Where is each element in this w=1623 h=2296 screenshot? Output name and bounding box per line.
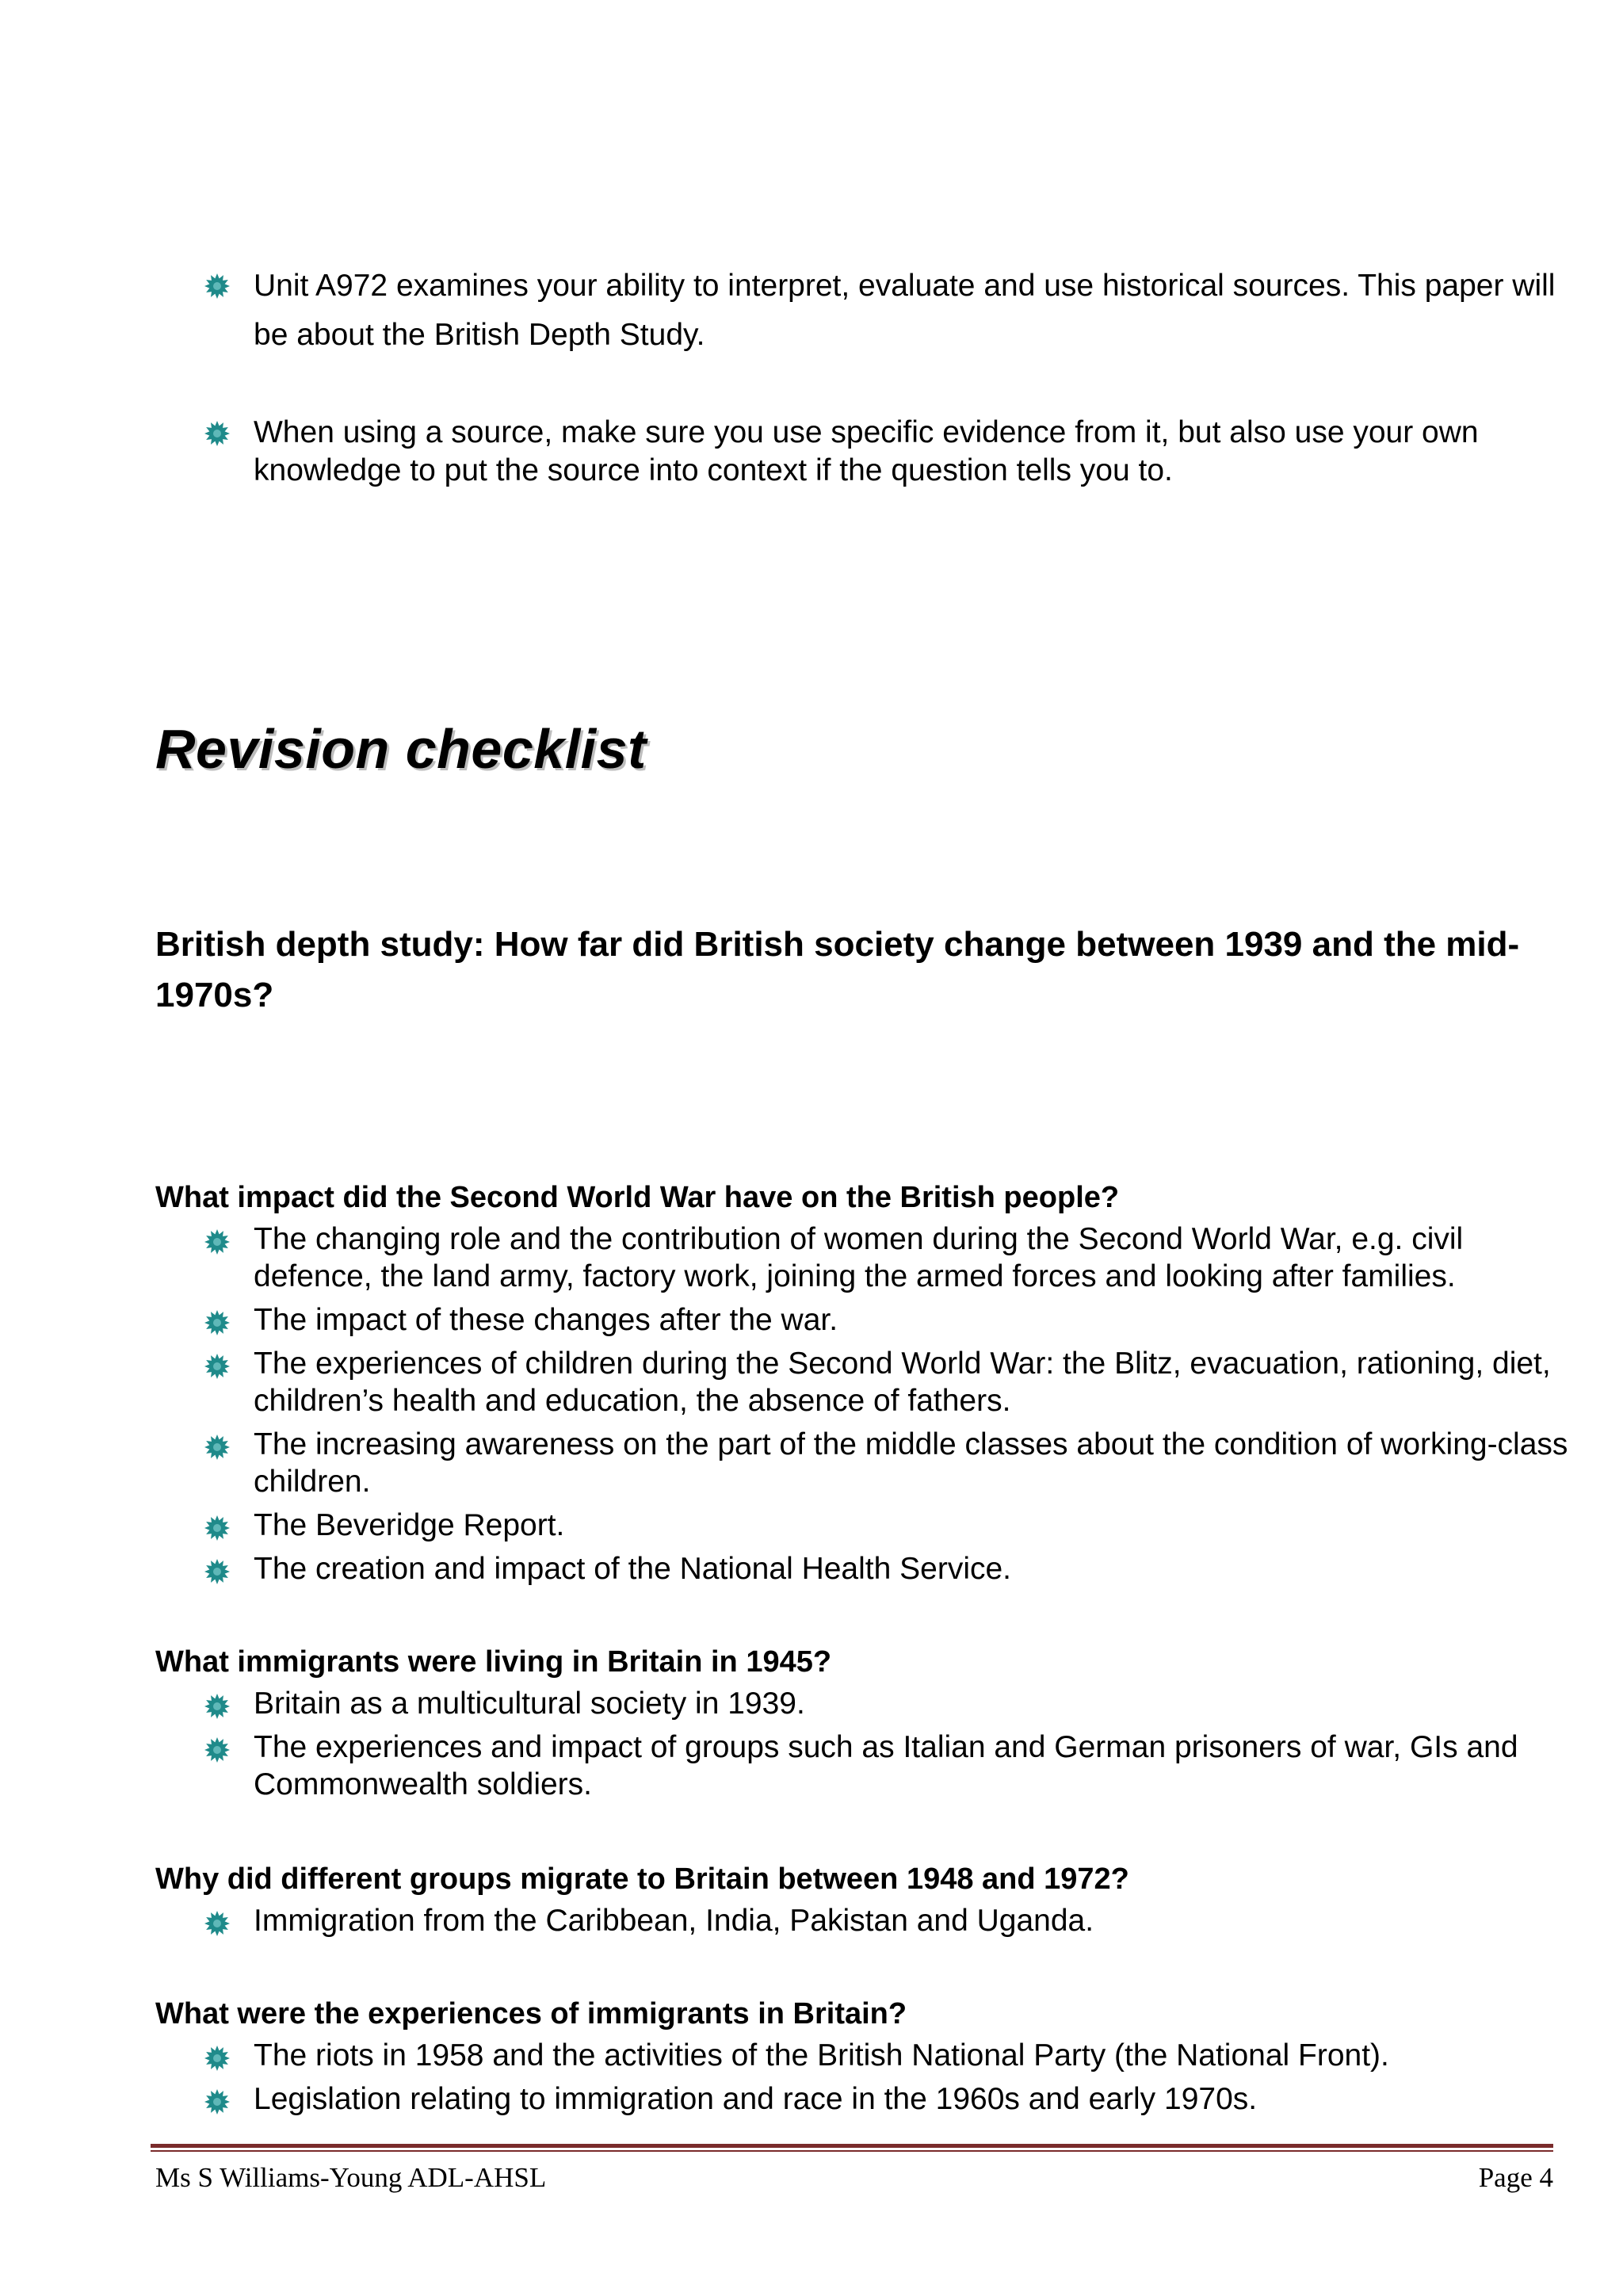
list-item <box>155 1345 1582 1419</box>
section-heading: What immigrants were living in Britain in 1945? <box>155 1645 832 1679</box>
list-item-text: The experiences and impact of groups such as Italian and German prisoners of war, GIs and Commonwealth soldiers. <box>254 1730 1518 1801</box>
checklist-section-ww2-impact <box>155 1178 1582 1594</box>
footer-author: Ms S Williams-Young ADL-AHSL <box>155 2162 547 2193</box>
starburst-bullet-icon <box>204 273 231 300</box>
list-item-text: The increasing awareness on the part of the middle classes about the condition of working-class children. <box>254 1427 1568 1499</box>
page-title: Revision checklist <box>155 718 647 780</box>
checklist-list <box>155 2037 1582 2118</box>
checklist-list <box>155 1221 1582 1587</box>
checklist-list <box>155 1902 1582 1939</box>
starburst-bullet-icon <box>204 1515 231 1541</box>
intro-bullet-2 <box>155 414 1566 490</box>
list-item-text: Unit A972 examines your ability to interpret, evaluate and use historical sources. This paper will be about the British Depth Study. <box>254 269 1556 352</box>
starburst-bullet-icon <box>204 1434 231 1461</box>
intro-bullet-1 <box>155 262 1566 360</box>
list-item <box>155 1902 1582 1939</box>
starburst-bullet-icon <box>204 1353 231 1380</box>
section-heading: Why did different groups migrate to Britain between 1948 and 1972? <box>155 1862 1129 1896</box>
starburst-bullet-icon <box>204 2088 231 2115</box>
list-item-text: Britain as a multicultural society in 1939. <box>254 1687 805 1721</box>
page-number: Page 4 <box>1478 2162 1553 2193</box>
intro-list <box>155 262 1566 360</box>
starburst-bullet-icon <box>204 1693 231 1720</box>
intro-list <box>155 414 1566 490</box>
checklist-section-immigrant-experiences <box>155 1994 1582 2124</box>
list-item-text: Legislation relating to immigration and race in the 1960s and early 1970s. <box>254 2082 1258 2116</box>
starburst-bullet-icon <box>204 1910 231 1937</box>
list-item-text: The impact of these changes after the war. <box>254 1303 838 1337</box>
checklist-list <box>155 1685 1582 1803</box>
list-item <box>155 1221 1582 1295</box>
section-heading: What were the experiences of immigrants in Britain? <box>155 1997 907 2030</box>
list-item <box>155 1426 1582 1500</box>
list-item-text: The riots in 1958 and the activities of the British National Party (the National Front). <box>254 2038 1389 2073</box>
list-item <box>155 2080 1582 2118</box>
starburst-bullet-icon <box>204 2045 231 2072</box>
list-item <box>155 414 1566 490</box>
list-item <box>155 1507 1582 1544</box>
list-item <box>155 262 1566 360</box>
footer-divider <box>151 2144 1553 2152</box>
list-item <box>155 1729 1582 1803</box>
list-item-text: Immigration from the Caribbean, India, Pakistan and Uganda. <box>254 1904 1094 1938</box>
page-footer <box>155 2162 1553 2194</box>
starburst-bullet-icon <box>204 1228 231 1255</box>
list-item <box>155 1685 1582 1722</box>
list-item-text: The changing role and the contribution of women during the Second World War, e.g. civil defence, the land army, factory work, joining the armed forces and looking after families. <box>254 1222 1464 1293</box>
checklist-section-migration-1948-1972 <box>155 1859 1582 1946</box>
section-heading: What impact did the Second World War have on the British people? <box>155 1181 1120 1214</box>
list-item-text: The creation and impact of the National Health Service. <box>254 1552 1012 1586</box>
list-item-text: The Beveridge Report. <box>254 1508 565 1542</box>
starburst-bullet-icon <box>204 1736 231 1763</box>
list-item <box>155 1550 1582 1587</box>
checklist-section-immigrants-1945 <box>155 1642 1582 1809</box>
section-subheading: British depth study: How far did British society change between 1939 and the mid-1970s? <box>155 925 1520 1014</box>
starburst-bullet-icon <box>204 1309 231 1336</box>
starburst-bullet-icon <box>204 420 231 447</box>
list-item <box>155 1301 1582 1339</box>
list-item-text: The experiences of children during the Second World War: the Blitz, evacuation, rationing, diet, children’s health and education, the absence of fathers. <box>254 1347 1551 1418</box>
starburst-bullet-icon <box>204 1558 231 1585</box>
list-item <box>155 2037 1582 2074</box>
list-item-text: When using a source, make sure you use specific evidence from it, but also use your own knowledge to put the source into context if the question tells you to. <box>254 415 1479 487</box>
